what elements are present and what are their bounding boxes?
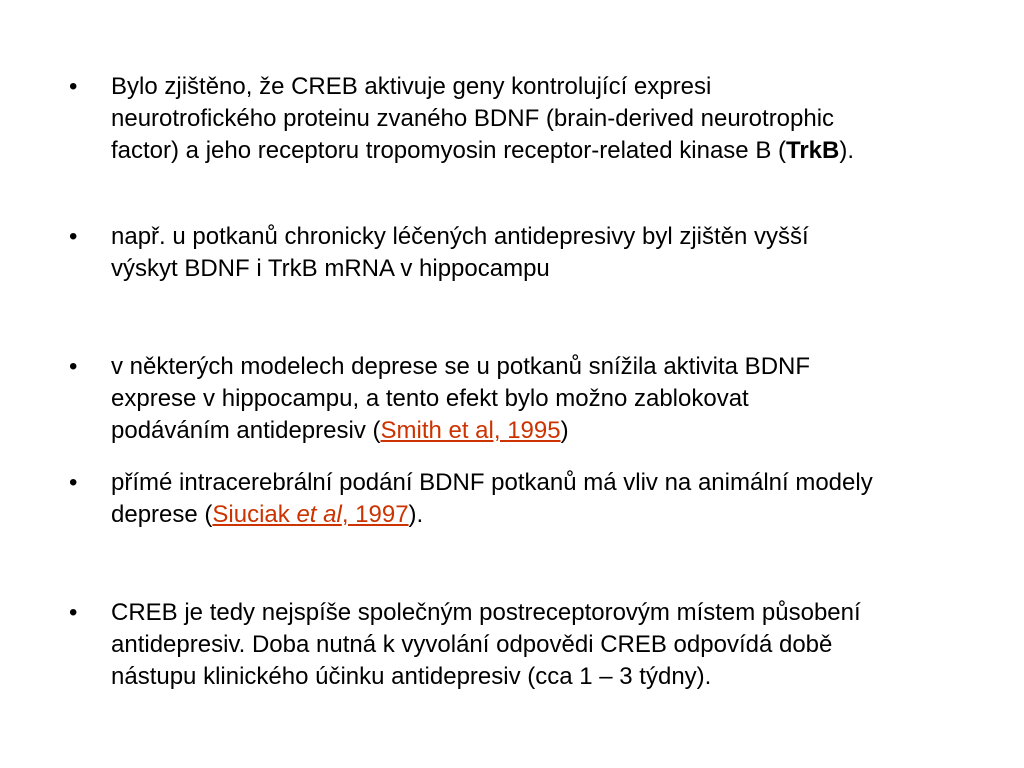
reference-link-part: Siuciak [212, 501, 297, 528]
reference-link-part: , 1997 [341, 501, 409, 528]
reference-link-smith-1995[interactable]: Smith et al, 1995 [380, 417, 561, 444]
reference-link-siuciak-1997[interactable] [212, 501, 408, 528]
bullet-text: CREB je tedy nejspíše společným postreceptorovým místem působení antidepresiv. Doba nutná k vyvolání odpovědi CREB odpovídá době nástupu klinického účinku antidepresiv (cca 1 – 3 týdny). [111, 599, 861, 690]
bullet-text: např. u potkanů chronicky léčených antidepresivy byl zjištěn vyšší výskyt BDNF i TrkB mRNA v hippocampu [111, 223, 809, 282]
bullet-text-part: ). [408, 501, 424, 528]
reference-link-italic: et al [296, 501, 342, 528]
bullet-text [111, 351, 851, 447]
bullet-dot-icon: • [69, 599, 78, 626]
bullet-text [111, 71, 881, 167]
bullet-dot-icon: • [69, 353, 78, 380]
bullet-dot-icon: • [69, 223, 78, 250]
bullet-dot-icon: • [69, 73, 78, 100]
bullet-text-part: ) [560, 417, 569, 444]
trkb-bold-text: TrkB [786, 137, 840, 164]
bullet-dot-icon: • [69, 469, 78, 496]
bullet-text-part: v některých modelech deprese se u potkanů snížila aktivita BDNF exprese v hippocampu, a tento efekt bylo možno zablokovat podáváním antidepresiv ( [111, 353, 811, 444]
bullet-text [111, 467, 911, 531]
bullet-text-part: přímé intracerebrální podání BDNF potkanů má vliv na animální modely deprese ( [111, 469, 873, 528]
bullet-text-part: ). [839, 137, 855, 164]
bullet-text-part: Bylo zjištěno, že CREB aktivuje geny kontrolující expresi neurotrofického proteinu zvaného BDNF (brain-derived neurotrophic factor) a jeho receptoru tropomyosin receptor-related kinase B ( [111, 73, 835, 164]
